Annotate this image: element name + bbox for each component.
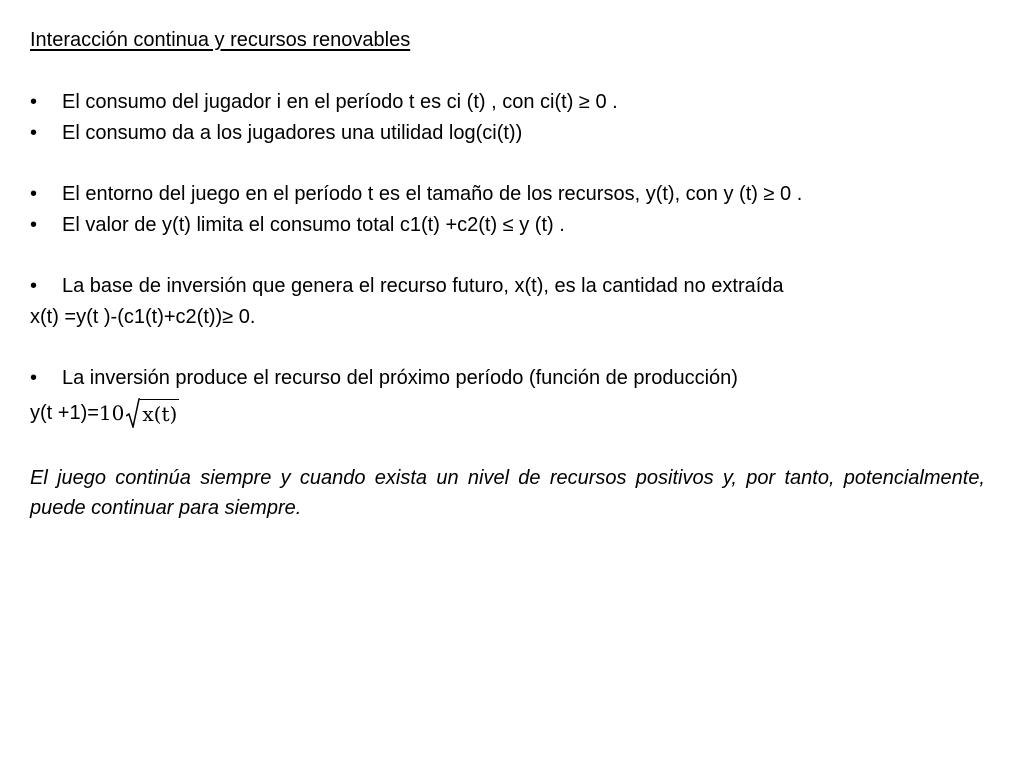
slide [30, 0, 985, 768]
closing-paragraph: El juego continúa siempre y cuando exista un nivel de recursos positivos y, por tanto, potencialmente, puede continuar para siempre. [30, 467, 985, 519]
bullet-marker: • [30, 214, 38, 236]
bullet-marker: • [30, 91, 38, 113]
bullet-text: El consumo da a los jugadores una utilidad log(ci(t)) [62, 122, 523, 144]
formula-coefficient: 10 [98, 401, 125, 425]
equation-line: x(t) =y(t )-(c1(t)+c2(t))≥ 0. [30, 306, 256, 328]
square-root [126, 398, 179, 428]
bullet-text: El valor de y(t) limita el consumo total c1(t) +c2(t) ≤ y (t) . [62, 214, 565, 236]
bullet-item [30, 213, 565, 237]
bullet-item [30, 90, 618, 114]
bullet-text: La base de inversión que genera el recurso futuro, x(t), es la cantidad no extraída [62, 275, 784, 297]
slide-title: Interacción continua y recursos renovables [30, 29, 411, 51]
bullet-marker: • [30, 275, 38, 297]
bullet-marker: • [30, 183, 38, 205]
bullet-text: El entorno del juego en el período t es el tamaño de los recursos, y(t), con y (t) ≥ 0 . [62, 183, 803, 205]
bullet-item [30, 366, 738, 390]
radical-sign-icon [126, 398, 140, 428]
bullet-marker: • [30, 367, 38, 389]
formula-lhs: y(t +1)= [30, 402, 99, 424]
production-formula [30, 398, 179, 428]
bullet-text: El consumo del jugador i en el período t es ci (t) , con ci(t) ≥ 0 . [62, 91, 618, 113]
bullet-marker: • [30, 122, 38, 144]
bullet-item [30, 182, 802, 206]
bullet-item [30, 121, 522, 145]
bullet-item [30, 274, 784, 298]
radicand: x(t) [140, 399, 179, 428]
bullet-text: La inversión produce el recurso del próximo período (función de producción) [62, 367, 738, 389]
